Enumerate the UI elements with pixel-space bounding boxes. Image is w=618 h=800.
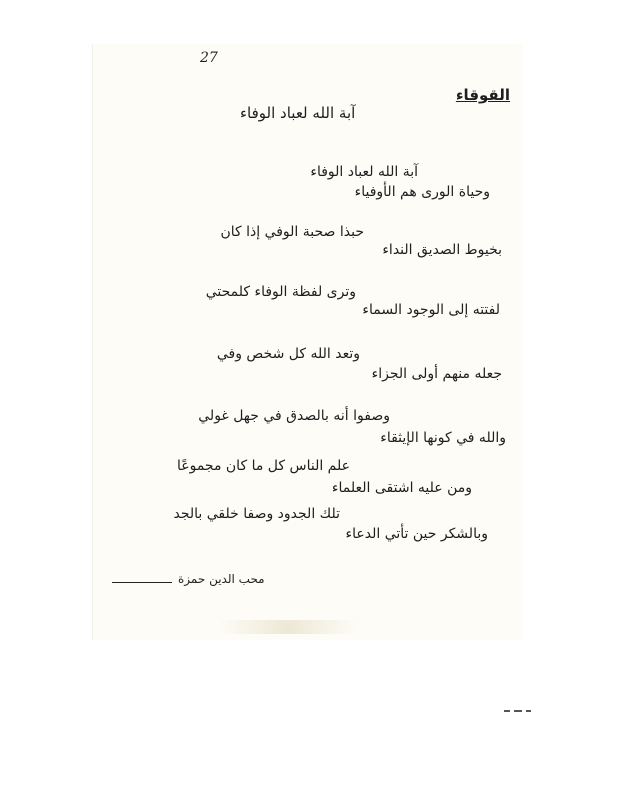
scan-marks	[504, 708, 534, 714]
verse-line-2: وحياة الورى هم الأوفياء	[354, 184, 490, 200]
verse-line-1: آبة الله لعباد الوفاء	[310, 164, 418, 180]
signature	[112, 570, 342, 594]
verse-line-5: وترى لفظة الوفاء كلمحتي	[205, 284, 356, 300]
page-number: 27	[200, 50, 218, 66]
verse-line-3: حبذا صحبة الوفي إذا كان	[220, 224, 364, 240]
verse-line-14: وبالشكر حين تأتي الدعاء	[345, 526, 488, 542]
page-title: آبة الله لعباد الوفاء	[240, 104, 356, 122]
signature-line	[112, 582, 172, 583]
verse-line-12: ومن عليه اشتقى العلماء	[331, 480, 472, 496]
document-page	[92, 44, 523, 640]
page-smudge	[218, 620, 358, 634]
verse-line-13: تلك الجدود وصفا خلقي بالجد	[173, 506, 340, 522]
verse-line-10: والله في كونها الإيثقاء	[380, 430, 506, 446]
verse-line-4: بخيوط الصديق النداء	[382, 242, 502, 258]
verse-line-8: جعله منهم أولى الجزاء	[371, 366, 502, 382]
verse-line-6: لفتته إلى الوجود السماء	[362, 302, 500, 318]
verse-line-9: وصفوا أنه بالصدق في جهل غولي	[198, 408, 390, 424]
corner-title: القوقاء	[455, 86, 510, 104]
verse-line-11: علم الناس كل ما كان مجموعًا	[176, 458, 350, 474]
signature-text: محب الدين حمزة	[178, 572, 265, 586]
verse-line-7: وتعد الله كل شخص وفي	[216, 346, 360, 362]
